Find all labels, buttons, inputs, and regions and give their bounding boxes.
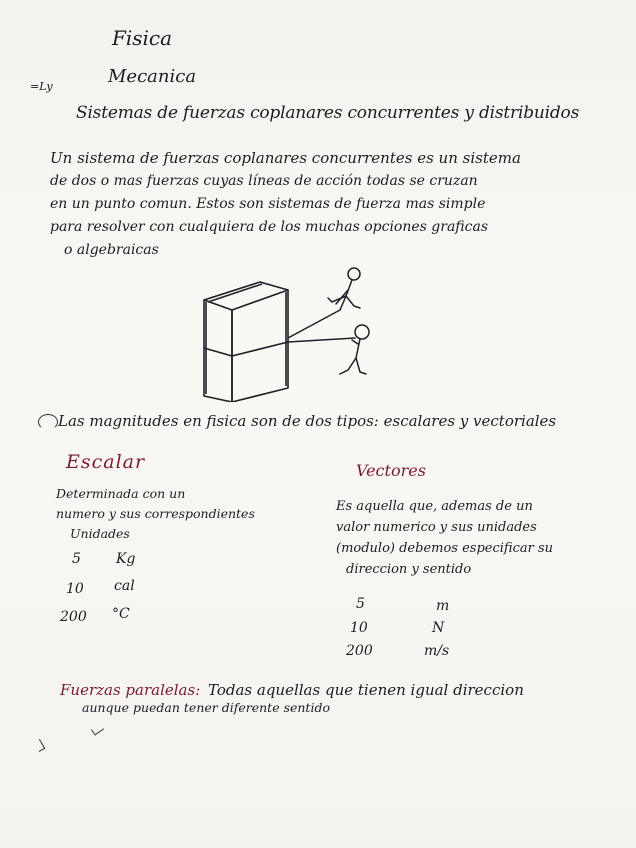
vectores-example-unit: N	[432, 620, 445, 636]
vectores-heading: Vectores	[356, 461, 426, 480]
escalar-def-line: Unidades	[70, 526, 130, 541]
fuerzas-paralelas-body: Todas aquellas que tienen igual direccion	[208, 681, 524, 699]
escalar-example-unit: cal	[114, 578, 135, 594]
vectores-example-value: 5	[356, 596, 365, 612]
escalar-def-line: Determinada con un	[56, 486, 186, 501]
margin-note: =Ly	[30, 80, 53, 93]
check-mark-icon	[91, 723, 104, 735]
escalar-definition	[56, 484, 255, 544]
definition-line: o algebraicas	[64, 242, 159, 258]
box-pulling-illustration	[190, 262, 390, 402]
vectores-def-line: valor numerico y sus unidades	[336, 520, 537, 535]
escalar-example-unit: Kg	[116, 551, 136, 567]
subject-title: Fisica	[112, 26, 173, 50]
escalar-example-unit: °C	[112, 606, 130, 622]
vectores-definition	[336, 496, 553, 580]
escalar-example-value: 10	[66, 581, 84, 597]
definition-paragraph	[50, 147, 615, 262]
definition-line: de dos o mas fuerzas cuyas líneas de acción todas se cruzan	[50, 173, 478, 189]
vectores-example-unit: m	[436, 598, 450, 614]
bullet-circle-icon	[38, 414, 58, 430]
vectores-def-line: direccion y sentido	[346, 562, 472, 577]
definition-line: para resolver con cualquiera de los muchas opciones graficas	[50, 219, 489, 235]
fuerzas-paralelas-continuation: aunque puedan tener diferente sentido	[82, 700, 330, 715]
vectores-def-line: (modulo) debemos especificar su	[336, 541, 554, 556]
definition-line: en un punto comun. Estos son sistemas de fuerza mas simple	[50, 196, 486, 212]
vectores-example-value: 10	[350, 620, 368, 636]
vectores-def-line: Es aquella que, ademas de un	[336, 499, 533, 514]
vectores-example-unit: m/s	[424, 643, 450, 659]
branch-title: Mecanica	[108, 66, 197, 87]
vectores-example-value: 200	[346, 643, 373, 659]
magnitudes-intro: Las magnitudes en fisica son de dos tipos: escalares y vectoriales	[58, 412, 557, 430]
escalar-example-value: 5	[72, 551, 81, 567]
topic-title: Sistemas de fuerzas coplanares concurrentes y distribuidos	[76, 103, 580, 123]
definition-line: Un sistema de fuerzas coplanares concurrentes es un sistema	[50, 149, 521, 167]
escalar-example-value: 200	[60, 609, 87, 625]
escalar-heading: Escalar	[66, 451, 146, 473]
fuerzas-paralelas-heading: Fuerzas paralelas:	[60, 681, 201, 699]
bracket-mark-icon	[34, 739, 46, 752]
escalar-def-line: numero y sus correspondientes	[56, 506, 255, 521]
